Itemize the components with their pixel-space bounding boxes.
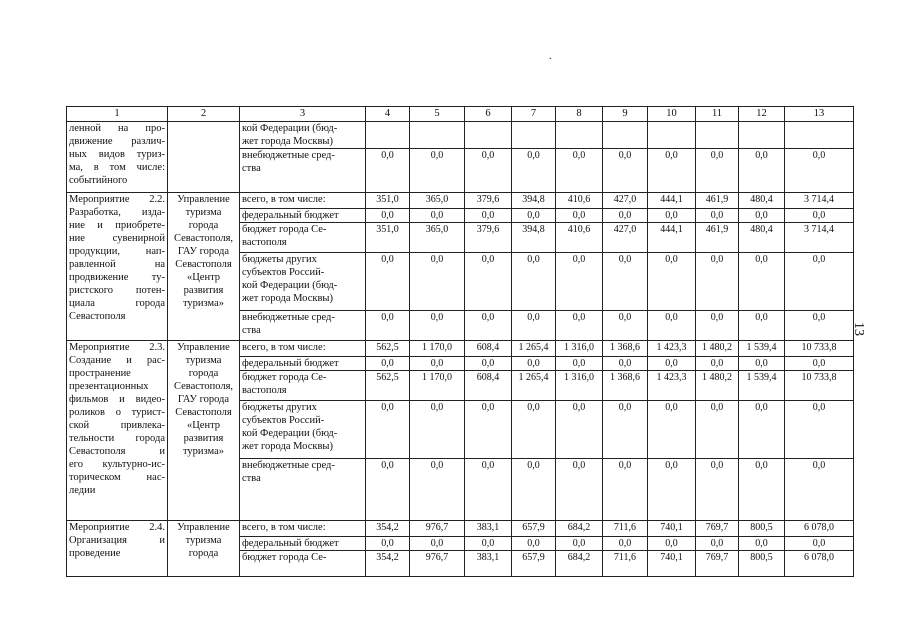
value-cell: 0,0 bbox=[603, 209, 648, 223]
value-cell: 427,0 bbox=[603, 193, 648, 209]
value-cell: 0,0 bbox=[556, 311, 603, 341]
value-cell: 800,5 bbox=[739, 551, 785, 577]
value-cell: 383,1 bbox=[465, 521, 512, 537]
value-cell: 6 078,0 bbox=[785, 521, 854, 537]
value-cell: 0,0 bbox=[739, 537, 785, 551]
value-cell: 0,0 bbox=[556, 209, 603, 223]
funding-source-cell: всего, в том числе: bbox=[240, 193, 366, 209]
value-cell: 1 423,3 bbox=[648, 371, 696, 401]
funding-source-cell: внебюджетные сред- ства bbox=[240, 311, 366, 341]
value-cell: 0,0 bbox=[648, 149, 696, 193]
value-cell: 0,0 bbox=[648, 311, 696, 341]
funding-source-cell: всего, в том числе: bbox=[240, 341, 366, 357]
value-cell: 0,0 bbox=[512, 357, 556, 371]
value-cell: 354,2 bbox=[366, 551, 410, 577]
value-cell: 0,0 bbox=[603, 253, 648, 311]
value-cell: 10 733,8 bbox=[785, 371, 854, 401]
value-cell: 0,0 bbox=[465, 253, 512, 311]
executor-cell: Управление туризма города Севастополя, ГАУ города Севастополя «Центр развития туризма» bbox=[168, 193, 240, 341]
event-name-cell: Мероприятие 2.2. Разработка, изда- ние и приобрете- ние сувенирной продукции, нап- равленной на продвижение ту- ристского потен- циала города Севастополя bbox=[67, 193, 168, 341]
value-cell: 0,0 bbox=[512, 253, 556, 311]
value-cell: 410,6 bbox=[556, 193, 603, 209]
value-cell: 711,6 bbox=[603, 551, 648, 577]
value-cell: 0,0 bbox=[785, 357, 854, 371]
column-header: 13 bbox=[785, 107, 854, 122]
column-header: 9 bbox=[603, 107, 648, 122]
value-cell: 383,1 bbox=[465, 551, 512, 577]
funding-source-cell: федеральный бюджет bbox=[240, 537, 366, 551]
value-cell: 0,0 bbox=[556, 537, 603, 551]
event-name-cell: Мероприятие 2.3. Создание и рас- пространение презентационных фильмов и видео- роликов о турист- ской привлека- тельности города Севастополя и его культурно-ис- торическом нас- ледии bbox=[67, 341, 168, 521]
column-header: 8 bbox=[556, 107, 603, 122]
value-cell: 769,7 bbox=[696, 551, 739, 577]
value-cell: 976,7 bbox=[410, 551, 465, 577]
value-cell: 0,0 bbox=[603, 401, 648, 459]
value-cell: 0,0 bbox=[785, 459, 854, 521]
table-body bbox=[67, 122, 854, 577]
value-cell: 1 170,0 bbox=[410, 371, 465, 401]
value-cell: 0,0 bbox=[465, 311, 512, 341]
value-cell: 0,0 bbox=[410, 253, 465, 311]
table-row bbox=[67, 122, 854, 149]
value-cell: 0,0 bbox=[603, 311, 648, 341]
value-cell: 480,4 bbox=[739, 193, 785, 209]
value-cell: 684,2 bbox=[556, 551, 603, 577]
value-cell: 0,0 bbox=[465, 459, 512, 521]
value-cell: 657,9 bbox=[512, 551, 556, 577]
value-cell: 800,5 bbox=[739, 521, 785, 537]
value-cell: 0,0 bbox=[739, 253, 785, 311]
funding-source-cell: бюджеты других субъектов Россий- кой Федерации (бюд- жет города Москвы) bbox=[240, 401, 366, 459]
value-cell: 0,0 bbox=[465, 209, 512, 223]
value-cell: 444,1 bbox=[648, 223, 696, 253]
value-cell: 0,0 bbox=[556, 149, 603, 193]
budget-table bbox=[66, 106, 854, 577]
value-cell: 0,0 bbox=[739, 311, 785, 341]
value-cell: 0,0 bbox=[648, 459, 696, 521]
value-cell bbox=[739, 122, 785, 149]
value-cell: 0,0 bbox=[648, 537, 696, 551]
value-cell: 1 265,4 bbox=[512, 341, 556, 357]
executor-cell bbox=[168, 122, 240, 193]
value-cell: 0,0 bbox=[603, 459, 648, 521]
value-cell: 0,0 bbox=[603, 357, 648, 371]
value-cell: 608,4 bbox=[465, 341, 512, 357]
value-cell: 480,4 bbox=[739, 223, 785, 253]
value-cell: 1 368,6 bbox=[603, 341, 648, 357]
value-cell: 0,0 bbox=[696, 209, 739, 223]
value-cell: 1 480,2 bbox=[696, 341, 739, 357]
value-cell: 684,2 bbox=[556, 521, 603, 537]
value-cell: 0,0 bbox=[603, 149, 648, 193]
page-dot: . bbox=[549, 51, 552, 62]
value-cell: 1 368,6 bbox=[603, 371, 648, 401]
value-cell: 1 170,0 bbox=[410, 341, 465, 357]
value-cell: 0,0 bbox=[785, 401, 854, 459]
value-cell: 0,0 bbox=[366, 357, 410, 371]
value-cell: 0,0 bbox=[696, 357, 739, 371]
value-cell: 711,6 bbox=[603, 521, 648, 537]
value-cell: 0,0 bbox=[512, 459, 556, 521]
value-cell: 0,0 bbox=[696, 459, 739, 521]
value-cell: 0,0 bbox=[366, 311, 410, 341]
column-header: 7 bbox=[512, 107, 556, 122]
value-cell: 0,0 bbox=[410, 537, 465, 551]
value-cell bbox=[648, 122, 696, 149]
funding-source-cell: бюджет города Се- вастополя bbox=[240, 371, 366, 401]
value-cell: 976,7 bbox=[410, 521, 465, 537]
value-cell: 0,0 bbox=[556, 253, 603, 311]
value-cell: 6 078,0 bbox=[785, 551, 854, 577]
value-cell: 0,0 bbox=[410, 209, 465, 223]
value-cell: 410,6 bbox=[556, 223, 603, 253]
table-row bbox=[67, 521, 854, 537]
executor-cell: Управление туризма города bbox=[168, 521, 240, 577]
value-cell: 0,0 bbox=[785, 537, 854, 551]
value-cell: 0,0 bbox=[603, 537, 648, 551]
funding-source-cell: всего, в том числе: bbox=[240, 521, 366, 537]
value-cell bbox=[696, 122, 739, 149]
value-cell bbox=[465, 122, 512, 149]
value-cell: 0,0 bbox=[410, 357, 465, 371]
table-row bbox=[67, 193, 854, 209]
value-cell: 0,0 bbox=[465, 537, 512, 551]
funding-source-cell: кой Федерации (бюд- жет города Москвы) bbox=[240, 122, 366, 149]
value-cell bbox=[366, 122, 410, 149]
value-cell: 444,1 bbox=[648, 193, 696, 209]
value-cell: 0,0 bbox=[410, 149, 465, 193]
value-cell: 351,0 bbox=[366, 223, 410, 253]
value-cell: 740,1 bbox=[648, 521, 696, 537]
value-cell: 10 733,8 bbox=[785, 341, 854, 357]
value-cell: 0,0 bbox=[696, 401, 739, 459]
value-cell: 0,0 bbox=[785, 311, 854, 341]
value-cell: 1 423,3 bbox=[648, 341, 696, 357]
value-cell: 0,0 bbox=[648, 253, 696, 311]
value-cell: 1 539,4 bbox=[739, 371, 785, 401]
event-name-cell: ленной на про- движение различ- ных видов туриз- ма, в том числе: событийного bbox=[67, 122, 168, 193]
value-cell: 740,1 bbox=[648, 551, 696, 577]
value-cell: 0,0 bbox=[696, 537, 739, 551]
value-cell: 0,0 bbox=[366, 253, 410, 311]
value-cell: 608,4 bbox=[465, 371, 512, 401]
column-header: 3 bbox=[240, 107, 366, 122]
value-cell: 0,0 bbox=[556, 401, 603, 459]
value-cell: 3 714,4 bbox=[785, 223, 854, 253]
funding-source-cell: внебюджетные сред- ства bbox=[240, 149, 366, 193]
value-cell: 0,0 bbox=[410, 401, 465, 459]
value-cell: 0,0 bbox=[366, 149, 410, 193]
value-cell: 0,0 bbox=[410, 311, 465, 341]
value-cell: 0,0 bbox=[739, 357, 785, 371]
value-cell bbox=[512, 122, 556, 149]
page-number: 13 bbox=[851, 322, 866, 336]
executor-cell: Управление туризма города Севастополя, ГАУ города Севастополя «Центр развития туризма» bbox=[168, 341, 240, 521]
funding-source-cell: бюджет города Се- bbox=[240, 551, 366, 577]
value-cell: 0,0 bbox=[512, 149, 556, 193]
column-header: 11 bbox=[696, 107, 739, 122]
value-cell: 379,6 bbox=[465, 223, 512, 253]
value-cell: 0,0 bbox=[696, 311, 739, 341]
column-header: 5 bbox=[410, 107, 465, 122]
column-header: 1 bbox=[67, 107, 168, 122]
value-cell: 0,0 bbox=[739, 401, 785, 459]
value-cell: 0,0 bbox=[366, 209, 410, 223]
value-cell: 427,0 bbox=[603, 223, 648, 253]
value-cell: 0,0 bbox=[512, 311, 556, 341]
value-cell: 0,0 bbox=[739, 149, 785, 193]
value-cell: 0,0 bbox=[465, 149, 512, 193]
value-cell: 0,0 bbox=[785, 209, 854, 223]
value-cell: 562,5 bbox=[366, 371, 410, 401]
funding-source-cell: бюджеты других субъектов Россий- кой Федерации (бюд- жет города Москвы) bbox=[240, 253, 366, 311]
column-header: 10 bbox=[648, 107, 696, 122]
value-cell: 0,0 bbox=[739, 209, 785, 223]
column-header: 6 bbox=[465, 107, 512, 122]
value-cell: 769,7 bbox=[696, 521, 739, 537]
value-cell: 1 316,0 bbox=[556, 371, 603, 401]
value-cell: 657,9 bbox=[512, 521, 556, 537]
value-cell: 0,0 bbox=[512, 209, 556, 223]
funding-source-cell: федеральный бюджет bbox=[240, 209, 366, 223]
value-cell bbox=[785, 122, 854, 149]
value-cell: 3 714,4 bbox=[785, 193, 854, 209]
value-cell: 562,5 bbox=[366, 341, 410, 357]
value-cell: 1 480,2 bbox=[696, 371, 739, 401]
value-cell: 0,0 bbox=[696, 149, 739, 193]
value-cell: 1 539,4 bbox=[739, 341, 785, 357]
value-cell: 1 265,4 bbox=[512, 371, 556, 401]
value-cell: 354,2 bbox=[366, 521, 410, 537]
funding-source-cell: внебюджетные сред- ства bbox=[240, 459, 366, 521]
value-cell: 0,0 bbox=[465, 401, 512, 459]
value-cell: 0,0 bbox=[556, 459, 603, 521]
value-cell: 365,0 bbox=[410, 223, 465, 253]
funding-source-cell: бюджет города Се- вастополя bbox=[240, 223, 366, 253]
value-cell: 351,0 bbox=[366, 193, 410, 209]
value-cell bbox=[603, 122, 648, 149]
column-header: 12 bbox=[739, 107, 785, 122]
value-cell: 0,0 bbox=[366, 459, 410, 521]
value-cell: 0,0 bbox=[366, 401, 410, 459]
column-header: 2 bbox=[168, 107, 240, 122]
value-cell: 0,0 bbox=[366, 537, 410, 551]
value-cell bbox=[556, 122, 603, 149]
value-cell: 394,8 bbox=[512, 193, 556, 209]
value-cell: 1 316,0 bbox=[556, 341, 603, 357]
funding-source-cell: федеральный бюджет bbox=[240, 357, 366, 371]
value-cell: 461,9 bbox=[696, 193, 739, 209]
value-cell: 394,8 bbox=[512, 223, 556, 253]
value-cell bbox=[410, 122, 465, 149]
value-cell: 0,0 bbox=[512, 537, 556, 551]
value-cell: 379,6 bbox=[465, 193, 512, 209]
value-cell: 461,9 bbox=[696, 223, 739, 253]
value-cell: 0,0 bbox=[785, 253, 854, 311]
value-cell: 0,0 bbox=[648, 357, 696, 371]
value-cell: 365,0 bbox=[410, 193, 465, 209]
table-header-row bbox=[67, 107, 854, 122]
value-cell: 0,0 bbox=[648, 209, 696, 223]
value-cell: 0,0 bbox=[512, 401, 556, 459]
value-cell: 0,0 bbox=[410, 459, 465, 521]
value-cell: 0,0 bbox=[556, 357, 603, 371]
table-row bbox=[67, 341, 854, 357]
value-cell: 0,0 bbox=[696, 253, 739, 311]
column-header: 4 bbox=[366, 107, 410, 122]
event-name-cell: Мероприятие 2.4. Организация и проведение bbox=[67, 521, 168, 577]
value-cell: 0,0 bbox=[465, 357, 512, 371]
value-cell: 0,0 bbox=[785, 149, 854, 193]
value-cell: 0,0 bbox=[739, 459, 785, 521]
value-cell: 0,0 bbox=[648, 401, 696, 459]
